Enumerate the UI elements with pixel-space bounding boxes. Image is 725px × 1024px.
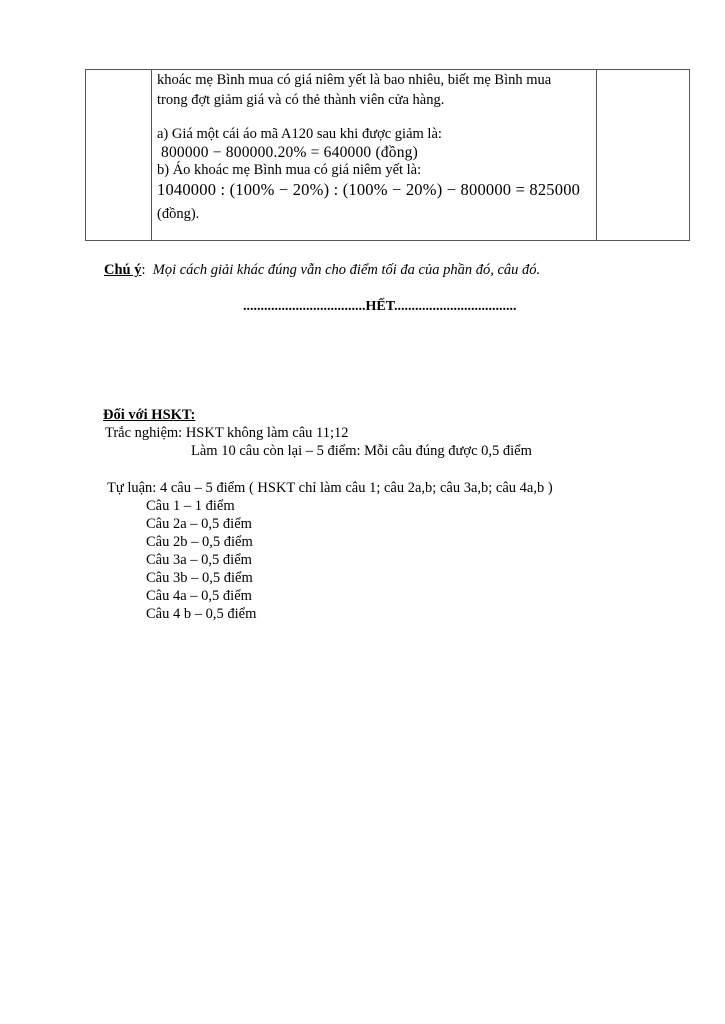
answer-line-part-a: a) Giá một cái áo mã A120 sau khi được giảm là: bbox=[157, 126, 442, 142]
note-label: Chú ý bbox=[104, 262, 142, 278]
hskt-score-item: Câu 4a – 0,5 điểm bbox=[146, 588, 252, 604]
hskt-trac-nghiem: Trắc nghiệm: HSKT không làm câu 11;12 bbox=[105, 425, 349, 441]
hskt-score-item: Câu 2b – 0,5 điểm bbox=[146, 534, 253, 550]
answer-line-part-b: b) Áo khoác mẹ Bình mua có giá niêm yết là: bbox=[157, 162, 422, 178]
hskt-title: Đối với HSKT: bbox=[103, 407, 196, 423]
hskt-score-item: Câu 2a – 0,5 điểm bbox=[146, 516, 252, 532]
hskt-trac-nghiem-detail: Làm 10 câu còn lại – 5 điểm: Mỗi câu đúng được 0,5 điểm bbox=[191, 443, 532, 459]
hskt-score-item: Câu 3b – 0,5 điểm bbox=[146, 570, 253, 586]
table-column-divider bbox=[151, 70, 152, 240]
note-line bbox=[104, 262, 540, 279]
answer-line: trong đợt giảm giá và có thẻ thành viên cửa hàng. bbox=[157, 92, 445, 108]
formula-part-a: 800000 − 800000.20% = 640000 (đồng) bbox=[161, 144, 418, 161]
end-marker: ...................................HẾT................................... bbox=[243, 299, 517, 314]
note-colon: : bbox=[141, 262, 146, 278]
table-column-divider bbox=[596, 70, 597, 240]
note-text: Mọi cách giải khác đúng vẫn cho điểm tối đa của phần đó, câu đó. bbox=[152, 262, 541, 278]
hskt-tu-luan: Tự luận: 4 câu – 5 điểm ( HSKT chỉ làm câu 1; câu 2a,b; câu 3a,b; câu 4a,b ) bbox=[107, 480, 553, 496]
hskt-score-item: Câu 3a – 0,5 điểm bbox=[146, 552, 252, 568]
answer-line-unit: (đồng). bbox=[157, 206, 200, 222]
hskt-score-item: Câu 4 b – 0,5 điểm bbox=[146, 606, 257, 622]
hskt-score-item: Câu 1 – 1 điểm bbox=[146, 498, 235, 514]
formula-part-b: 1040000 : (100% − 20%) : (100% − 20%) − 800000 = 825000 bbox=[157, 180, 581, 199]
answer-line: khoác mẹ Bình mua có giá niêm yết là bao nhiêu, biết mẹ Bình mua bbox=[157, 72, 552, 88]
